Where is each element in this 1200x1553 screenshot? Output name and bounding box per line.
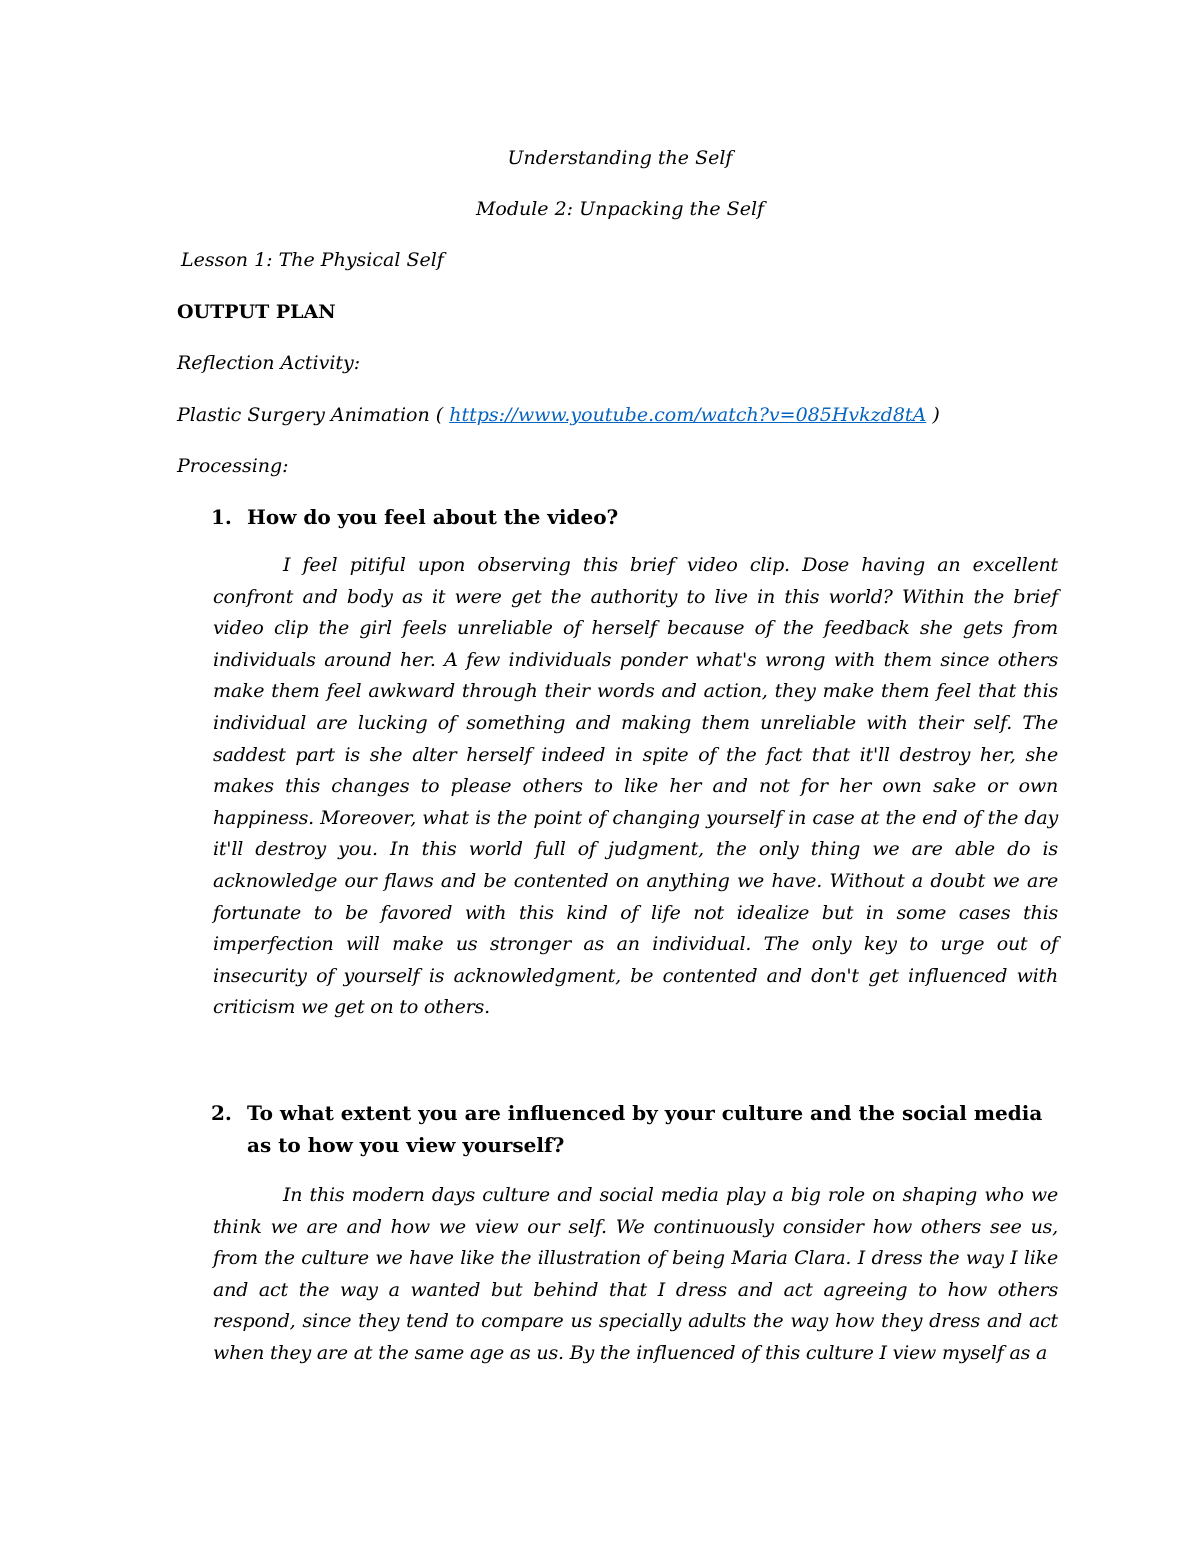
reflection-activity-label: Reflection Activity: (177, 352, 361, 374)
question-text: How do you feel about the video? (247, 505, 619, 529)
output-plan-heading: OUTPUT PLAN (177, 301, 336, 323)
answer-paragraph: I feel pitiful upon observing this brief video clip. Dose having an excellent confront and body as it were get the authority to live in this world? Within the brief video clip the girl feels unreliable of herself because of the feedback she gets from individuals around her. A few individuals ponder what's wrong with them since others make them feel awkward through their words and action, they make them feel that this individual are lucking of something and making them unreliable with their self. The saddest part is she alter herself indeed in spite of the fact that it'll destroy her, she makes this changes to please others to like her and not for her own sake or own happiness. Moreover, what is the point of changing yourself in case at the end of the day it'll destroy you. In this world full of judgment, the only thing we are able do is acknowledge our flaws and be contented on anything we have. Without a doubt we are fortunate to be favored with this kind of life not idealize but in some cases this imperfection will make us stronger as an individual. The only key to urge out of insecurity of yourself is acknowledgment, be contented and don't get influenced with criticism we get on to others. (213, 554, 1058, 1019)
video-link[interactable]: https://www.youtube.com/watch?v=085Hvkzd8tA (449, 404, 927, 426)
question-text: To what extent you are influenced by your culture and the social media as to how you view yourself? (247, 1101, 1043, 1157)
course-title: Understanding the Self (507, 147, 733, 169)
processing-label: Processing: (177, 455, 289, 477)
question-number: 2. (211, 1101, 232, 1125)
video-reference (177, 403, 940, 427)
question-number: 1. (211, 505, 232, 529)
module-title: Module 2: Unpacking the Self (475, 198, 765, 220)
video-prefix: Plastic Surgery Animation ( (177, 404, 444, 426)
answer-paragraph: In this modern days culture and social media play a big role on shaping who we think we are and how we view our self. We continuously consider how others see us, from the culture we have like the illustration of being Maria Clara. I dress the way I like and act the way a wanted but behind that I dress and act agreeing to how others respond, since they tend to compare us specially adults the way how they dress and act when they are at the same age as us. By the influenced of this culture I view myself as a (213, 1184, 1058, 1364)
lesson-title: Lesson 1: The Physical Self (181, 249, 444, 271)
video-suffix: ) (932, 404, 940, 426)
